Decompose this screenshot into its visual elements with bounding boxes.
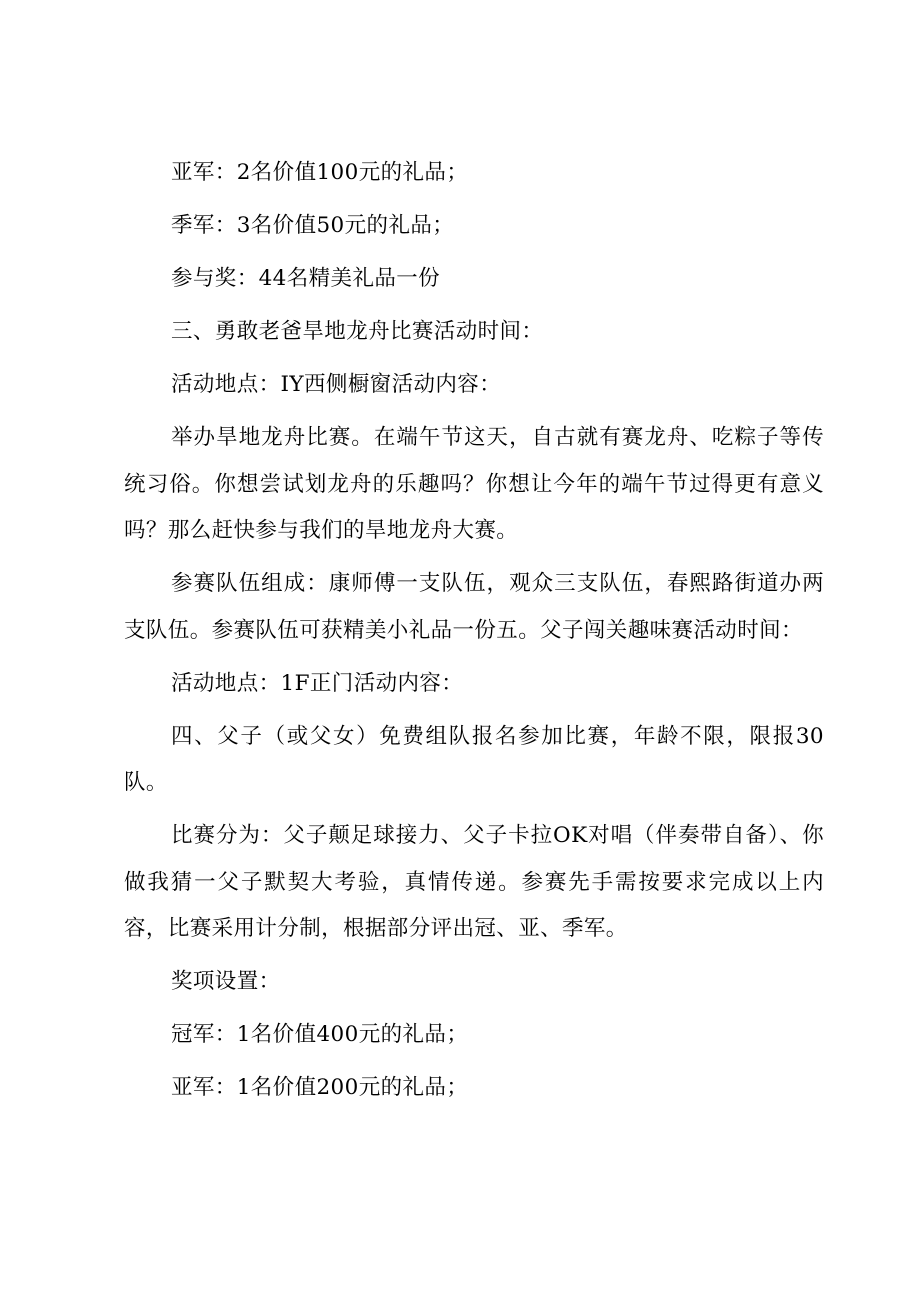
paragraph-dragon-boat-description: 举办旱地龙舟比赛。在端午节这天，自古就有赛龙舟、吃粽子等传统习俗。你想尝试划龙舟的乐趣吗？你想让今年的端午节过得更有意义吗？那么赶快参与我们的旱地龙舟大赛。 <box>124 425 824 543</box>
paragraph-father-child-location: 活动地点：1F正门活动内容： <box>171 670 464 696</box>
section-heading-dragon-boat: 三、勇敢老爸旱地龙舟比赛活动时间： <box>171 319 544 344</box>
paragraph-champion-prize: 冠军：1名价值400元的礼品； <box>171 1022 469 1047</box>
paragraph-participation-prize: 参与奖：44名精美礼品一份 <box>171 266 441 291</box>
paragraph-runner-up-prize: 亚军：2名价值100元的礼品； <box>171 160 469 185</box>
paragraph-second-prize: 亚军：1名价值200元的礼品； <box>171 1075 469 1100</box>
paragraph-awards-heading: 奖项设置： <box>171 969 281 994</box>
paragraph-dragon-boat-location: 活动地点：IY西侧橱窗活动内容： <box>171 372 502 397</box>
paragraph-team-composition: 参赛队伍组成：康师傅一支队伍，观众三支队伍，春熙路街道办两支队伍。参赛队伍可获精美小礼品一份五。父子闯关趣味赛活动时间： <box>124 571 824 643</box>
paragraph-competition-items: 比赛分为：父子颠足球接力、父子卡拉OK对唱（伴奏带自备）、你做我猜一父子默契大考验，真情传递。参赛先手需按要求完成以上内容，比赛采用计分制，根据部分评出冠、亚、季军。 <box>124 823 824 941</box>
document-body <box>124 150 824 1118</box>
paragraph-third-prize: 季军：3名价值50元的礼品； <box>171 213 455 238</box>
section-heading-father-child: 四、父子（或父女）免费组队报名参加比赛，年龄不限，限报30队。 <box>124 723 824 795</box>
